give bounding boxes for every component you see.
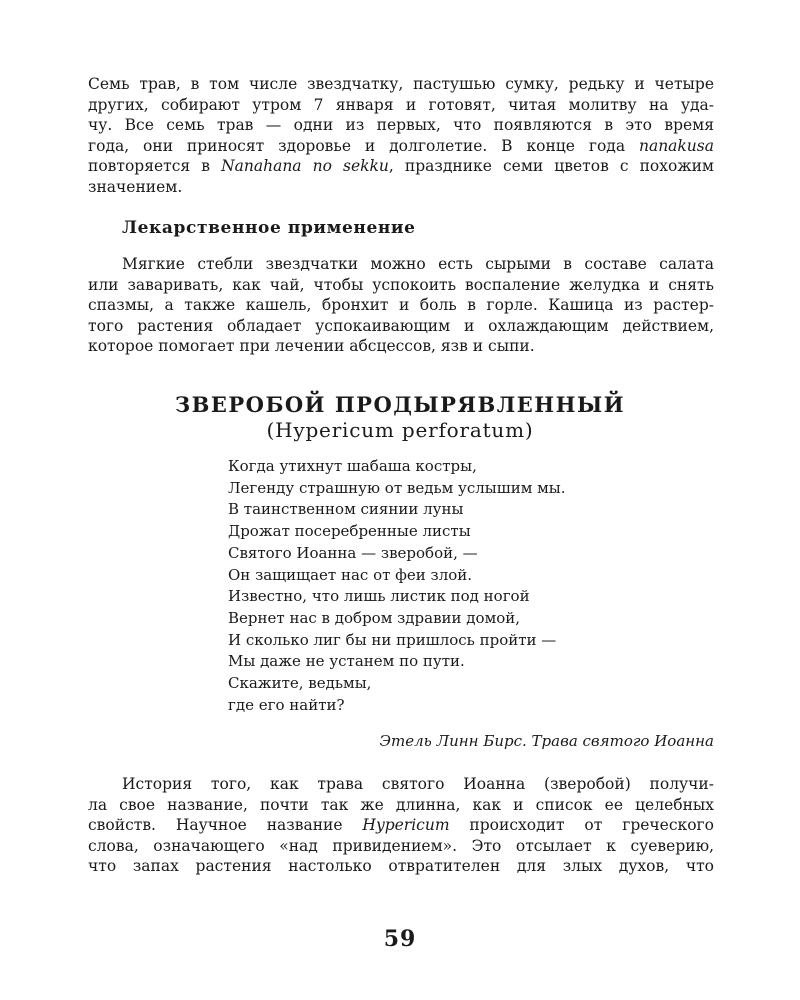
section-heading: Лекарственное применение [122, 218, 416, 238]
text-line: или заваривать, как чай, чтобы успокоить воспаление желудка и снять [88, 275, 714, 294]
poem-line: Он защищает нас от феи злой. [228, 565, 473, 584]
poem-line: Легенду страшную от ведьм услышим мы. [228, 478, 566, 497]
text-line: что запах растения настолько отвратителен для злых духов, что [88, 857, 714, 875]
intro-paragraph [88, 74, 714, 197]
poem-line: Вернет нас в добром здравии домой, [228, 608, 521, 627]
poem-line: Когда утихнут шабаша костры, [228, 457, 477, 475]
page-number: 59 [383, 926, 417, 952]
text-line: Мягкие стебли звездчатки можно есть сырыми в составе салата [122, 255, 714, 273]
poem-line: Известно, что лишь листик под ногой [228, 587, 530, 606]
text-line: того растения обладает успокаивающим и охлаждающим действием, [88, 316, 714, 335]
italic-term: Hypericum [362, 816, 450, 834]
text-line: спазмы, а также кашель, бронхит и боль в горле. Кашица из растер- [88, 296, 714, 314]
italic-term: nanakusa [638, 136, 714, 155]
text-line: свойств. Научное название Hypericum происходит от греческого [88, 816, 714, 834]
poem-attribution: Этель Линн Бирс. Трава святого Иоанна [379, 732, 714, 750]
text-line: значением. [88, 177, 183, 196]
poem-line: Мы даже не устанем по пути. [228, 652, 465, 671]
poem-line: Скажите, ведьмы, [228, 674, 372, 693]
text-line: слова, означающего «над привидением». Это отсылает к суеверию, [88, 836, 714, 855]
text-line: чу. Все семь трав — одни из первых, что появляются в это время [88, 116, 714, 134]
history-paragraph [88, 774, 714, 877]
text-line: которое помогает при лечении абсцессов, язв и сыпи. [88, 337, 535, 355]
poem-line: В таинственном сиянии луны [228, 500, 464, 519]
plant-latin-name: (Hypericum perforatum) [266, 418, 534, 442]
text-line: других, собирают утром 7 января и готовят, читая молитву на уда- [88, 95, 714, 114]
text-line: повторяется в Nanahana no sekku, празднике семи цветов с похожим [88, 157, 714, 175]
poem-line: Святого Иоанна — зверобой, — [228, 543, 478, 562]
poem-line: Дрожат посеребренные листы [228, 522, 471, 541]
italic-term: Nanahana no sekku [221, 157, 389, 175]
medicinal-paragraph [88, 254, 714, 357]
poem [228, 456, 566, 716]
plant-title: ЗВЕРОБОЙ ПРОДЫРЯВЛЕННЫЙ [174, 392, 626, 417]
poem-line: где его найти? [228, 695, 345, 714]
poem-line: И сколько лиг бы ни пришлось пройти — [228, 630, 557, 649]
text-line: История того, как трава святого Иоанна (зверобой) получи- [122, 775, 714, 793]
text-line: ла свое название, почти так же длинна, как и список ее целебных [88, 795, 714, 814]
text-line: Семь трав, в том числе звездчатку, пастушью сумку, редьку и четыре [88, 75, 714, 93]
text-line: года, они приносят здоровье и долголетие. В конце года nanakusa [88, 136, 714, 155]
